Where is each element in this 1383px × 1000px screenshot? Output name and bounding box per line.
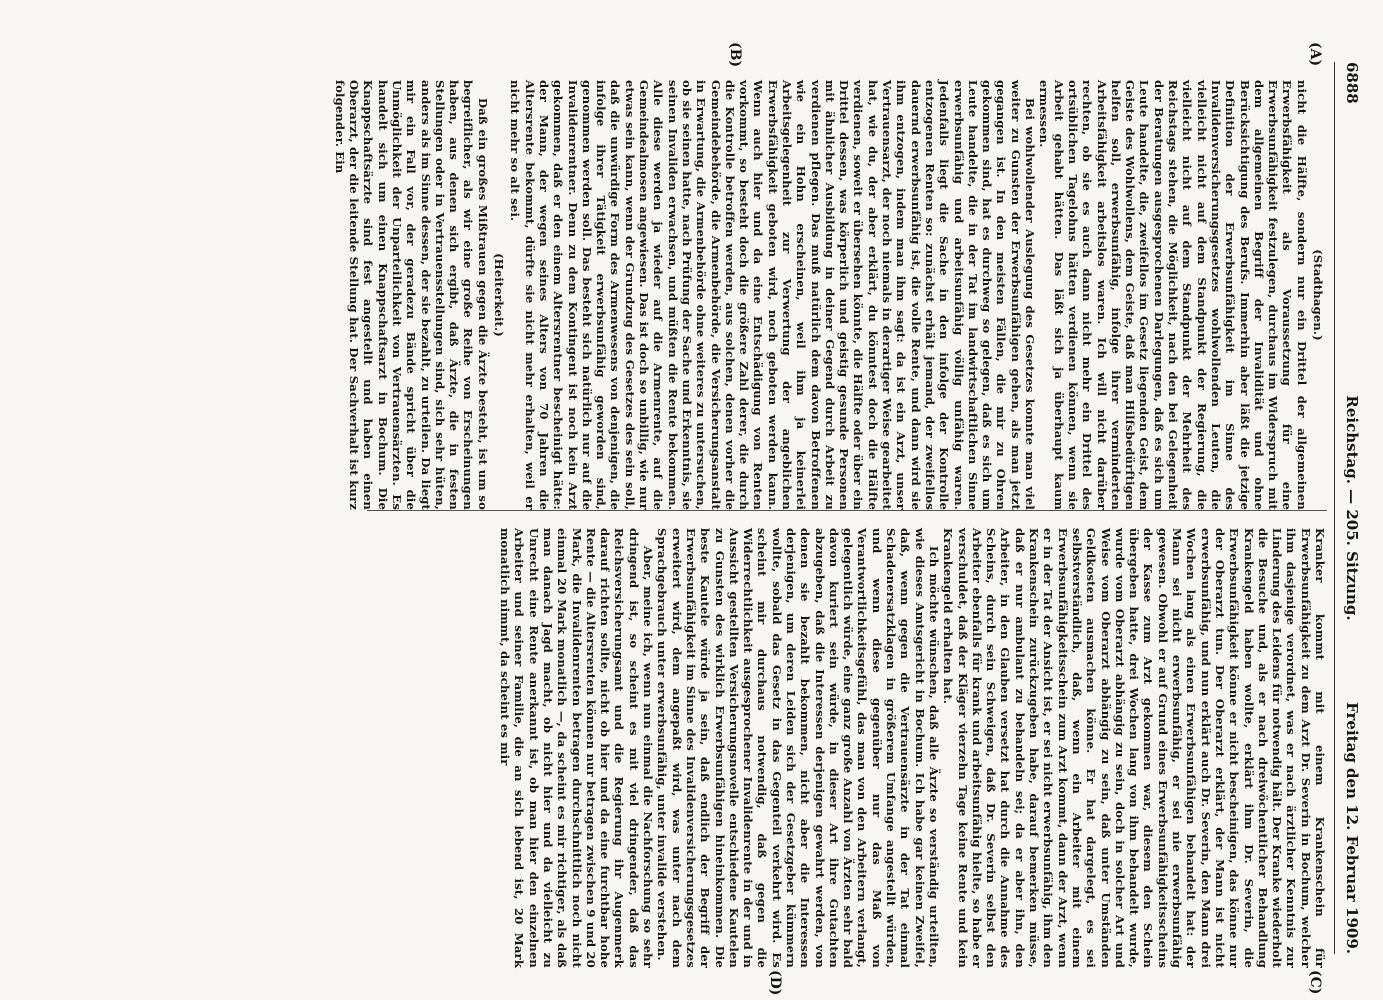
right-column: [498, 528, 1327, 968]
paragraph: Ich möchte wünschen, daß alle Ärzte so verständig urteilten, wie dieses Amtsgericht in Bochum. Ich habe gar keinen Zweifel, daß, wenn gegen die Vertrauensärzte in der Tat einmal Schadenersatzklagen in größerem Umfange angestellt würden, und wenn diese gegenüber nur das Maß von Verantwortlichkeitsgefühl, das man von den Arbeitern verlangt, gelegentlich würde, eine ganz große Anzahl von Ärzten sehr bald davon kuriert sein würde, in dieser Art ihre Gutachten abzugeben, daß die Interessen derjenigen gewahrt werden, von denen sie bezahlt bekommen, nicht aber die Interessen derjenigen, um deren Leiden sich der Gesetzgeber kümmern wollte, sobald das Gesetz in das Gegenteil verkehrt wird. Es scheint mir durchaus notwendig, daß gegen die Widerrechtlichkeit ausgesprochener Invalidenrente in der und in Aussicht gestellten Versicherungsnovelle entschiedene Kautelen zu Gunsten des wirklich Erwerbsunfähigen hineinkommen. Die beste Kautele würde ja sein, daß endlich der Begriff der Erwerbsunfähigkeit im Sinne des Invalidenversicherungsgesetzes erweitert wird, dem angepaßt wird, was unter nach dem Sprachgebrauch unter erwerbsunfähig, unter invalide verstehen.: [655, 528, 941, 968]
header-rule: [1334, 62, 1335, 954]
margin-mark-d: (D): [767, 970, 783, 996]
margin-mark-c: (C): [1307, 970, 1323, 995]
session-date: Freitag den 12. Februar 1909.: [1343, 702, 1361, 954]
page-number: 6888: [1343, 62, 1361, 104]
interjection: (Heiterkeit.): [492, 253, 507, 337]
paragraph: Daß ein großes Mißtrauen gegen die Ärzte besteht, ist um so begreiflicher, als wir eine große Reihe von Erscheinungen haben, aus denen sich ergibt, daß Ärzte, die in festen Stellungen oder in Vertrauensstellungen sind, sich sehr hüten, anders als im Sinne dessen, der sie bezahlt, zu urteilen. Da liegt mir ein Fall vor, der geradezu Bände spricht über die Unmöglichkeit der Unparteilichkeit von Vertrauensärzten. Es handelt sich um einen Knappschaftsarzt in Bochum. Die Knappschaftsärzte sind fest angestellt und haben einen Oberarzt, der die leitende Stellung hat. Der Sachverhalt ist kurz folgender. Ein: [332, 80, 490, 510]
left-column: [333, 80, 1327, 510]
paragraph: Aber, meine ich, wenn nun einmal die Nachforschung so sehr dringend ist, so scheint es mit viel dringender, daß das Reichsversicherungsamt und die Regierung ihr Augenmerk darauf richten sollte, nicht ob hier und da eine furchtbar hohe Rente — die Altersrenten können nur betragen zwischen 9 und 20 Mark, die Invalidenrenten betragen durchschnittlich noch nicht einmal 20 Mark monatlich —, da scheint es mir richtiger, als daß man danach Jagd macht, ob nicht hier und da vielleicht zu Unrecht eine Rente anerkannt ist, ob man hier den einzelnen Arbeiter und seiner Familie, die an sich lebend ist, 20 Mark monatlich nimmt, da scheint es mir: [498, 528, 656, 968]
column-divider: [367, 510, 1327, 511]
paragraph: nicht die Hälfte, sondern nur ein Drittel der allgemeinen Erwerbsfähigkeit als Voraussetzung für eine Erwerbsunfähigkeit festzulegen, durchaus im Widerspruch mit dem allgemeinen Begriff der Invalidität und ohne Berücksichtigung des Berufs. Immerhin aber läßt die jetzige Definition der Erwerbsunfähigkeit im Sinne des Invalidenversicherungsgesetzes wohlwollenden Leuten, die vielleicht nicht auf dem Standpunkt der Regierung, die vielleicht nicht auf dem Standpunkt der Mehrheit des Reichstags stehen, die Möglichkeit, nach den bei Gelegenheit der Beratungen ausgesprochenen Darlegungen, daß es sich um Leute handelte, die, zweifellos im Gesetz liegenden Geist, dem Geiste des Wohlwollens, dem Geiste, daß man Hilfsbedürftigen helfen soll, erwerbsunfähig, infolge ihrer verminderten Arbeitsfähigkeit arbeitslos waren. Ich will nicht darüber rechten, ob sie es auch dann nicht mehr ein Drittel des ortsüblichen Tagelohns hätten verdienen können, wenn sie Arbeit gehabt hätten. Das läßt sich ja überhaupt kaum ermessen.: [1037, 80, 1309, 510]
page-header: [1339, 62, 1361, 954]
paragraph: Kranker kommt mit einem Krankenschein für Erwerbsunfähigkeit zu dem Arzt Dr. Severin in Bochum, welcher ihm dasjenige verordnet, was er nach ärztlicher Kenntnis zur Linderung des Leidens für notwendig hält. Der Kranke wiederholt die Besuche und, als er nach dreiwöchentlicher Behandlung Krankengeld haben wollte, erklärt ihm Dr. Severin, die Erwerbsunfähigkeit könne er nicht bescheinigen, das könne nur der Oberarzt tun. Der Oberarzt erklärt, der Mann ist nicht erwerbsunfähig, und nun erklärt auch Dr. Severin, den Mann drei Wochen lang als einen Erwerbsunfähigen behandelt hat: der Mann sei nicht erwerbsunfähig, er sei nie erwerbsunfähig gewesen. Obwohl er auf Grund eines Erwerbsunfähigkeitsscheins der Kasse zum Arzt gekommen war, diesem den Schein übergeben hatte, drei Wochen lang von ihm behandelt wurde, wurde vom Oberarzt abhängig zu sein, doch in solcher Art und Weise vom Oberarzt abhängig zu sein, daß unter Umständen Geldkosten ausmachen könne. Er hat dargelegt, es sei selbstverständlich, daß, wenn ein Arbeiter mit einem Erwerbsunfähigkeitsschein zum Arzt kommt, dann der Arzt, wenn er in der Tat der Ansicht ist, er sei nicht erwerbsunfähig, ihm den Krankenschein zurückzugeben habe, darauf bemerken müsse, daß er nur ambulant zu behandeln sei; da er aber ihn, den Arbeiter, in den Glauben versetzt hat durch die Annahme des Scheins, durch sein Schweigen, daß Dr. Severin selbst den Arbeiter ebenfalls für krank und arbeitsunfähig hielte, so habe er verschuldet, daß der Kläger vierzehn Tage keine Rente und kein Krankengeld erhalten hat.: [941, 528, 1327, 968]
margin-mark-b: (B): [727, 42, 743, 68]
session-title: Reichstag. — 205. Sitzung.: [1343, 395, 1361, 621]
paragraph: Bei wohlwollender Auslegung des Gesetzes konnte man viel weiter zu Gunsten der Erwerbsunfähigen gehen, als man jetzt gegangen ist. In den meisten Fällen, die mir zu Ohren gekommen sind, hat es durchweg so gelegen, daß es sich um Leute handelte, die in der Tat im landwirtschaftlichen Sinne erwerbsunfähig und arbeitsunfähig völlig unfähig waren. Jedenfalls liegt die Sache in den infolge der Kontrolle entzogenen Renten so: zunächst erhält jemand, der zweifellos dauernd erwerbsunfähig ist, die volle Rente, und dann wird sie ihm entzogen, indem man ihm sagt: da ist ein Arzt, unser Vertrauensarzt, der noch niemals in derartiger Weise gearbeitet hat, wie du, der aber erklärt, du könntest doch die Hälfte verdienen, soweit er übersehen könnte, die Hälfte oder über ein Drittel dessen, was körperlich und geistig gesunde Personen mit ähnlicher Ausbildung in deiner Gegend durch Arbeit zu verdienen pflegen. Das muß natürlich dem davon Betroffenen wie ein Hohn erscheinen, weil ihm ja keinerlei Arbeitsgelegenheit zur Verwertung der angeblichen Erwerbsfähigkeit geboten wird, noch geboten werden kann. Wenn auch hier und da eine Entschädigung von Renten vorkommt, so besteht doch die größere Zahl derer, die durch die Kontrolle betroffen werden, aus solchen, denen vorher die Gemeindebehörde, die Armenbehörde, die Versicherungsanstalt in Erwartung, die Armenbehörde ohne weiteres zu untersuchen, ob sie seinen hatte, nach Prüfung der Sache und Erkenntnis, sie seinen Invaliden erwachsen, und müßten die Rente bekommen. Alle diese werden ja wieder auf die Armenrente, auf die Gemeindealmosen angewiesen. Das ist doch so unbillig, wie nur etwas sein kann, wenn der Grundzug des Gesetzes des sein soll, daß die unwürdige Form des Armenwesens von denjenigen, die infolge ihrer Tätigkeit erwerbsunfähig geworden sind, genommen werden soll. Das besteht sich natürlich nur auf die Invalidenrentner. Denn zu dem Kontingent ist noch kein Arzt gekommen, daß er den einem Altersrentner bescheinigt hätte: der Mann, der wegen seines Alters von 70 Jahren die Altersrente bekommt, dürfte sie nicht mehr erhalten, weil er nicht mehr so alt sei.: [508, 80, 1038, 510]
margin-mark-a: (A): [1307, 42, 1323, 67]
speaker-name: (Stadthagen.): [1311, 249, 1325, 341]
